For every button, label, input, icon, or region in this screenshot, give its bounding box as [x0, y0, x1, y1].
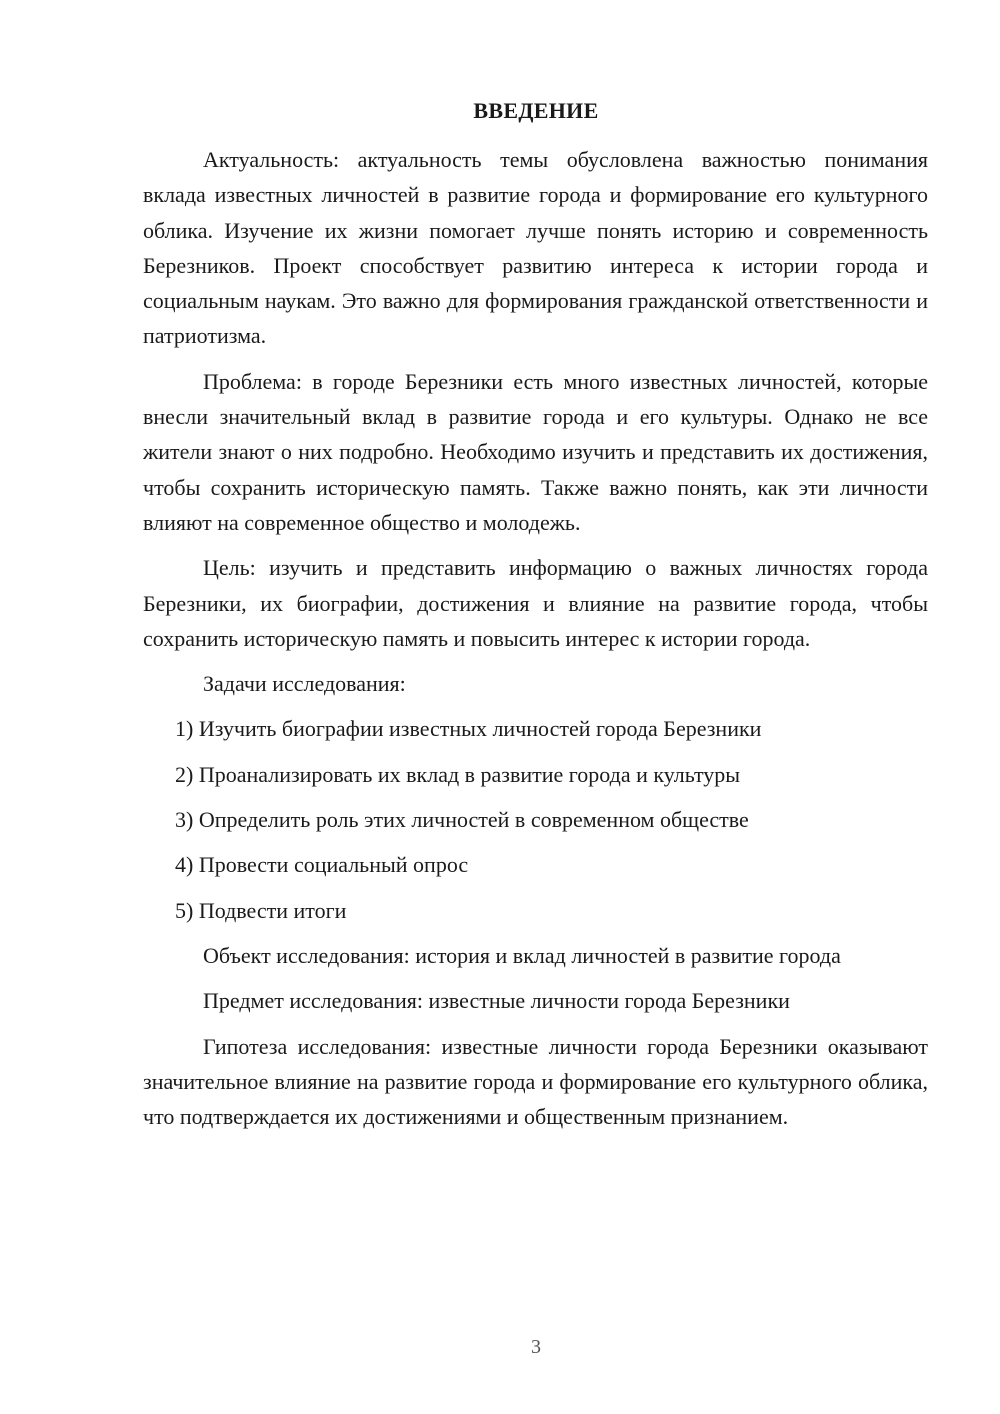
problem-paragraph: Проблема: в городе Березники есть много известных личностей, которые внесли значительный вклад в развитие города и его культуры. Однако не все жители знают о них подробно. Необходимо изучить и представить их достижения, чтобы сохранить историческую память. Также важно понять, как эти личности влияют на современное общество и молодежь. — [143, 368, 928, 535]
list-item: 4) Провести социальный опрос — [175, 852, 469, 878]
list-item: 5) Подвести итоги — [175, 897, 347, 923]
hypothesis-paragraph: Гипотеза исследования: известные личности города Березники оказывают значительное влияние на развитие города и формирование его культурного облика, что подтверждается их достижениями и общественным признанием. — [143, 1033, 928, 1130]
research-object: Объект исследования: история и вклад личностей в развитие города — [203, 942, 841, 968]
relevance-paragraph: Актуальность: актуальность темы обусловлена важностью понимания вклада известных личностей в развитие города и формирование его культурного облика. Изучение их жизни помогает лучше понять историю и современность Березников. Проект способствует развитию интереса к истории города и социальным наукам. Это важно для формирования гражданской ответственности и патриотизма. — [143, 147, 928, 349]
list-item: 1) Изучить биографии известных личностей города Березники — [175, 716, 762, 742]
list-item: 3) Определить роль этих личностей в современном обществе — [175, 807, 749, 833]
research-subject: Предмет исследования: известные личности города Березники — [203, 988, 790, 1014]
list-item: 2) Проанализировать их вклад в развитие города и культуры — [175, 761, 741, 787]
document-body — [143, 142, 928, 1144]
tasks-list — [143, 711, 928, 927]
page-number: 3 — [531, 1336, 541, 1358]
goal-paragraph: Цель: изучить и представить информацию о важных личностях города Березники, их биографии, достижения и влияние на развитие города, чтобы сохранить историческую память и повысить интерес к истории города. — [143, 555, 928, 651]
tasks-heading: Задачи исследования: — [203, 671, 406, 697]
page-title: ВВЕДЕНИЕ — [473, 98, 599, 123]
